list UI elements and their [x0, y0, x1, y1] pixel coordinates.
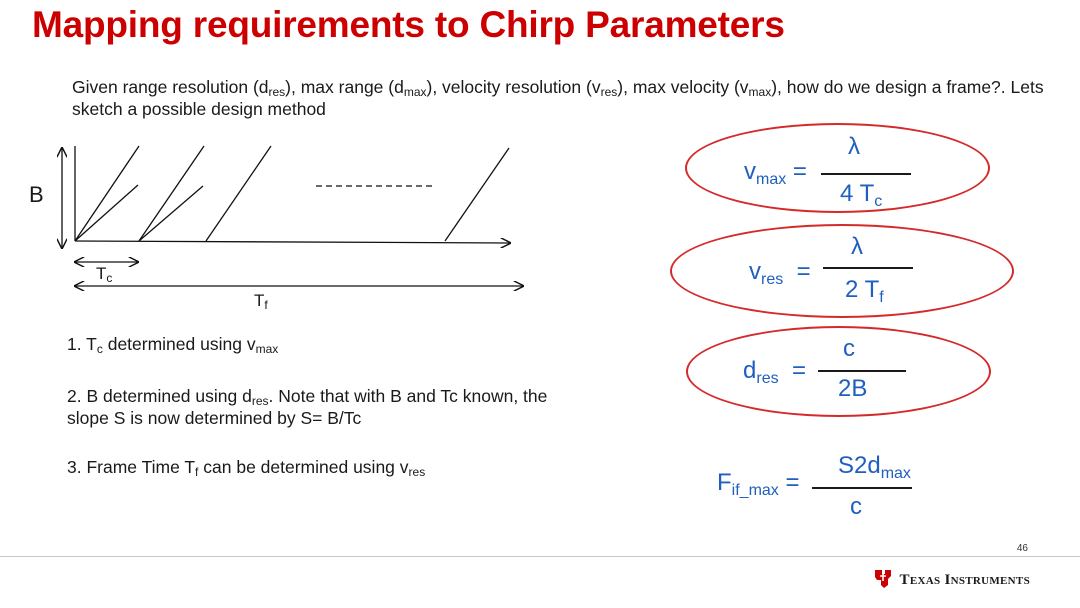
- dres-numerator: c: [843, 335, 855, 362]
- tc-label: $T_c$: [96, 264, 113, 285]
- vres-fraction-bar: [823, 267, 913, 269]
- ti-logo: [872, 567, 1030, 594]
- step-3: 3. Frame Time $T_f$ can be determined using $v_{res}$: [67, 457, 426, 479]
- intro-text: Given range resolution $(d_{res})$, max range $(d_{max})$, velocity resolution $(v_{res})$, max velocity $(v_{max})$, how do we design a frame?. Lets sketch a possible design method: [72, 77, 1044, 119]
- dres-denominator: 2B: [838, 375, 868, 402]
- tf-label: $T_f$: [254, 291, 268, 312]
- chirp-last: [445, 148, 509, 241]
- vres-ellipse: [670, 224, 1014, 318]
- page-number: 46: [1016, 543, 1028, 554]
- vmax-fraction-bar: [821, 173, 911, 175]
- dres-lhs: $d_{res}$ =: [743, 357, 806, 387]
- time-axis: [75, 241, 510, 243]
- dres-fraction-bar: [818, 370, 906, 372]
- fif-denominator: c: [850, 493, 862, 520]
- vmax-numerator: λ: [848, 133, 860, 160]
- vmax-ellipse: [685, 123, 990, 213]
- fif-lhs: $F_{if\_max}$ =: [717, 469, 800, 499]
- ti-logo-icon: [872, 567, 894, 594]
- ti-logo-text: Texas Instruments: [899, 572, 1030, 588]
- chirp-3: [206, 146, 271, 241]
- vres-lhs: $v_{res}$ =: [749, 258, 811, 288]
- fif-numerator: $S2d_{max}$: [838, 452, 911, 482]
- vres-denominator: 2 $T_f$: [845, 276, 884, 306]
- footer-divider: [0, 556, 1080, 557]
- vres-numerator: λ: [851, 233, 863, 260]
- vmax-lhs: $v_{max}$ =: [744, 158, 807, 188]
- bandwidth-label: B: [29, 182, 44, 207]
- chirp-diagram: [0, 0, 560, 330]
- slide-title: Mapping requirements to Chirp Parameters: [32, 4, 785, 45]
- step-1: 1. $T_c$ determined using $v_{max}$: [67, 334, 279, 356]
- step-2: 2. B determined using $d_{res}$. Note that with B and Tc known, the slope S is now determined by S= B/Tc: [67, 386, 548, 428]
- vmax-denominator: 4 $T_c$: [840, 180, 883, 210]
- fif-fraction-bar: [812, 487, 912, 489]
